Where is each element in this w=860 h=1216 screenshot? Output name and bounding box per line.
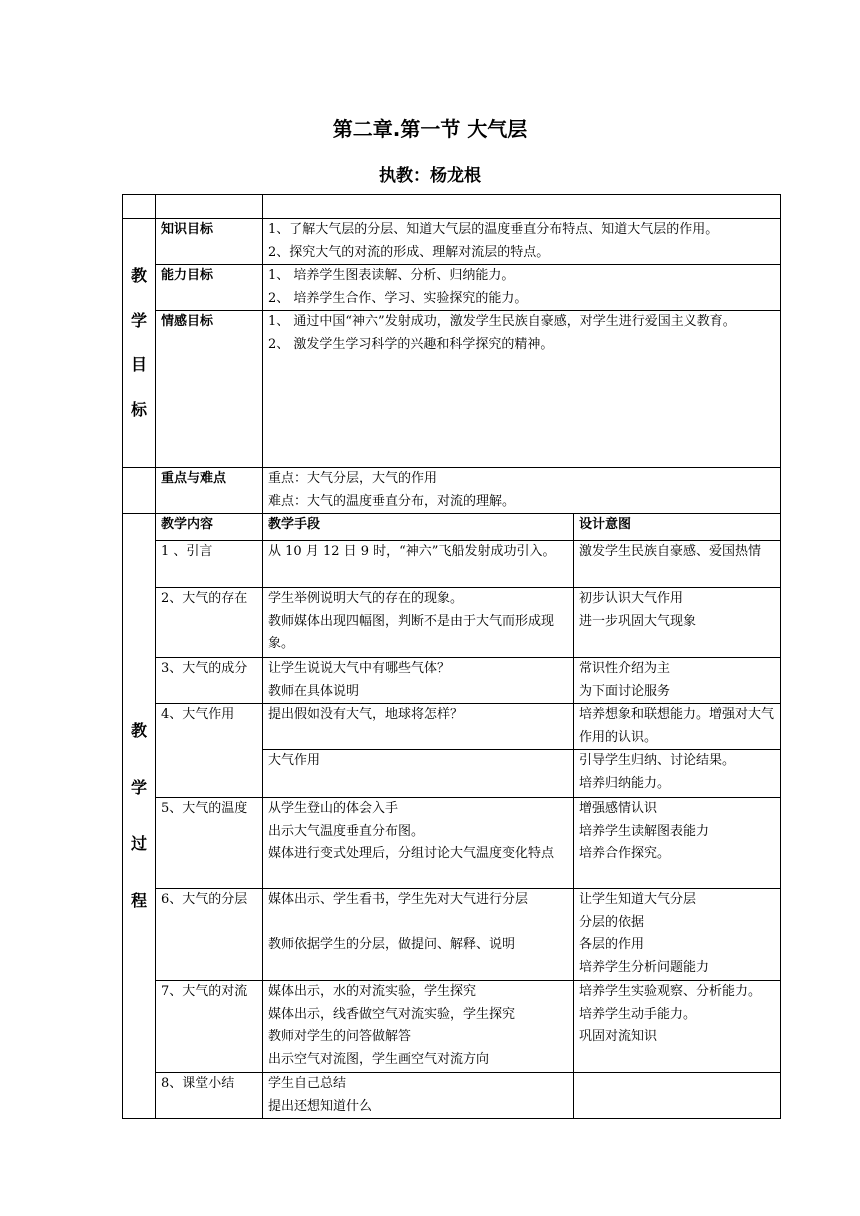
- knowledge-goal-label: 知识目标: [156, 219, 263, 265]
- row-content: 7、大气的对流: [156, 981, 263, 1073]
- row-intent: [574, 1073, 781, 1119]
- header-intent: 设计意图: [574, 514, 781, 541]
- row-content: 1 、引言: [156, 541, 263, 588]
- author-line: 执教：杨龙根: [379, 166, 481, 186]
- emotion-goal-label: 情感目标: [156, 311, 263, 468]
- row-method: 媒体出示、学生看书，学生先对大气进行分层 教师依据学生的分层，做提问、解释、说明: [263, 889, 574, 981]
- row-content: 3、大气的成分: [156, 658, 263, 704]
- row-method: 学生自己总结 提出还想知道什么: [263, 1073, 574, 1119]
- ability-goal-text: 1、 培养学生图表读解、分析、归纳能力。 2、 培养学生合作、学习、实验探究的能力。: [263, 265, 781, 311]
- table-row: [123, 541, 781, 588]
- process-group-label: 教 学 过 程: [123, 514, 156, 1119]
- ability-goal-label: 能力目标: [156, 265, 263, 311]
- knowledge-goal-row: [123, 219, 781, 265]
- row-method: 大气作用: [263, 750, 574, 798]
- emotion-goal-text: 1、 通过中国“神六”发射成功，激发学生民族自豪感，对学生进行爱国主义教育。 2、 激发学生学习科学的兴趣和科学探究的精神。: [263, 311, 781, 468]
- page-title: 第二章.第一节 大气层: [332, 117, 528, 141]
- row-intent: 培养学生实验观察、分析能力。 培养学生动手能力。 巩固对流知识: [574, 981, 781, 1073]
- row-content: 6、大气的分层: [156, 889, 263, 981]
- row-intent: 培养想象和联想能力。增强对大气作用的认识。: [574, 704, 781, 750]
- row-method: 学生举例说明大气的存在的现象。 教师媒体出现四幅图，判断不是由于大气而形成现象。: [263, 588, 574, 658]
- row-intent: 让学生知道大气分层 分层的依据 各层的作用 培养学生分析问题能力: [574, 889, 781, 981]
- table-row: [123, 588, 781, 658]
- row-content: 5、大气的温度: [156, 798, 263, 889]
- table-row: [123, 889, 781, 981]
- process-header-row: [123, 514, 781, 541]
- row-intent: 常识性介绍为主 为下面讨论服务: [574, 658, 781, 704]
- ability-goal-row: [123, 265, 781, 311]
- table-row: [123, 658, 781, 704]
- row-intent: 初步认识大气作用 进一步巩固大气现象: [574, 588, 781, 658]
- row-method: 从 10 月 12 日 9 时，“神六”飞船发射成功引入。: [263, 541, 574, 588]
- table-row: [123, 1073, 781, 1119]
- row-intent: 增强感情认识 培养学生读解图表能力 培养合作探究。: [574, 798, 781, 889]
- table-row: [123, 798, 781, 889]
- lesson-plan-table: [122, 194, 781, 1119]
- row-content: 2、大气的存在: [156, 588, 263, 658]
- goals-group-label: 教 学 目 标: [123, 219, 156, 468]
- row-content: 4、大气作用: [156, 704, 263, 798]
- emotion-goal-row: [123, 311, 781, 468]
- row-content: 8、课堂小结: [156, 1073, 263, 1119]
- row-intent: 引导学生归纳、讨论结果。 培养归纳能力。: [574, 750, 781, 798]
- header-method: 教学手段: [263, 514, 574, 541]
- table-row: [123, 704, 781, 750]
- row-method: 提出假如没有大气，地球将怎样？: [263, 704, 574, 750]
- blank-header-row: [123, 195, 781, 219]
- row-method: 媒体出示，水的对流实验，学生探究 媒体出示，线香做空气对流实验，学生探究 教师对学生的问答做解答 出示空气对流图，学生画空气对流方向: [263, 981, 574, 1073]
- header-content: 教学内容: [156, 514, 263, 541]
- row-intent: 激发学生民族自豪感、爱国热情: [574, 541, 781, 588]
- key-difficulty-row: [123, 468, 781, 514]
- key-difficulty-text: 重点：大气分层，大气的作用 难点：大气的温度垂直分布，对流的理解。: [263, 468, 781, 514]
- row-method: 让学生说说大气中有哪些气体？ 教师在具体说明: [263, 658, 574, 704]
- key-difficulty-label: 重点与难点: [156, 468, 263, 514]
- row-method: 从学生登山的体会入手 出示大气温度垂直分布图。 媒体进行变式处理后，分组讨论大气温度变化特点: [263, 798, 574, 889]
- table-row: [123, 981, 781, 1073]
- knowledge-goal-text: 1、了解大气层的分层、知道大气层的温度垂直分布特点、知道大气层的作用。 2、探究大气的对流的形成、理解对流层的特点。: [263, 219, 781, 265]
